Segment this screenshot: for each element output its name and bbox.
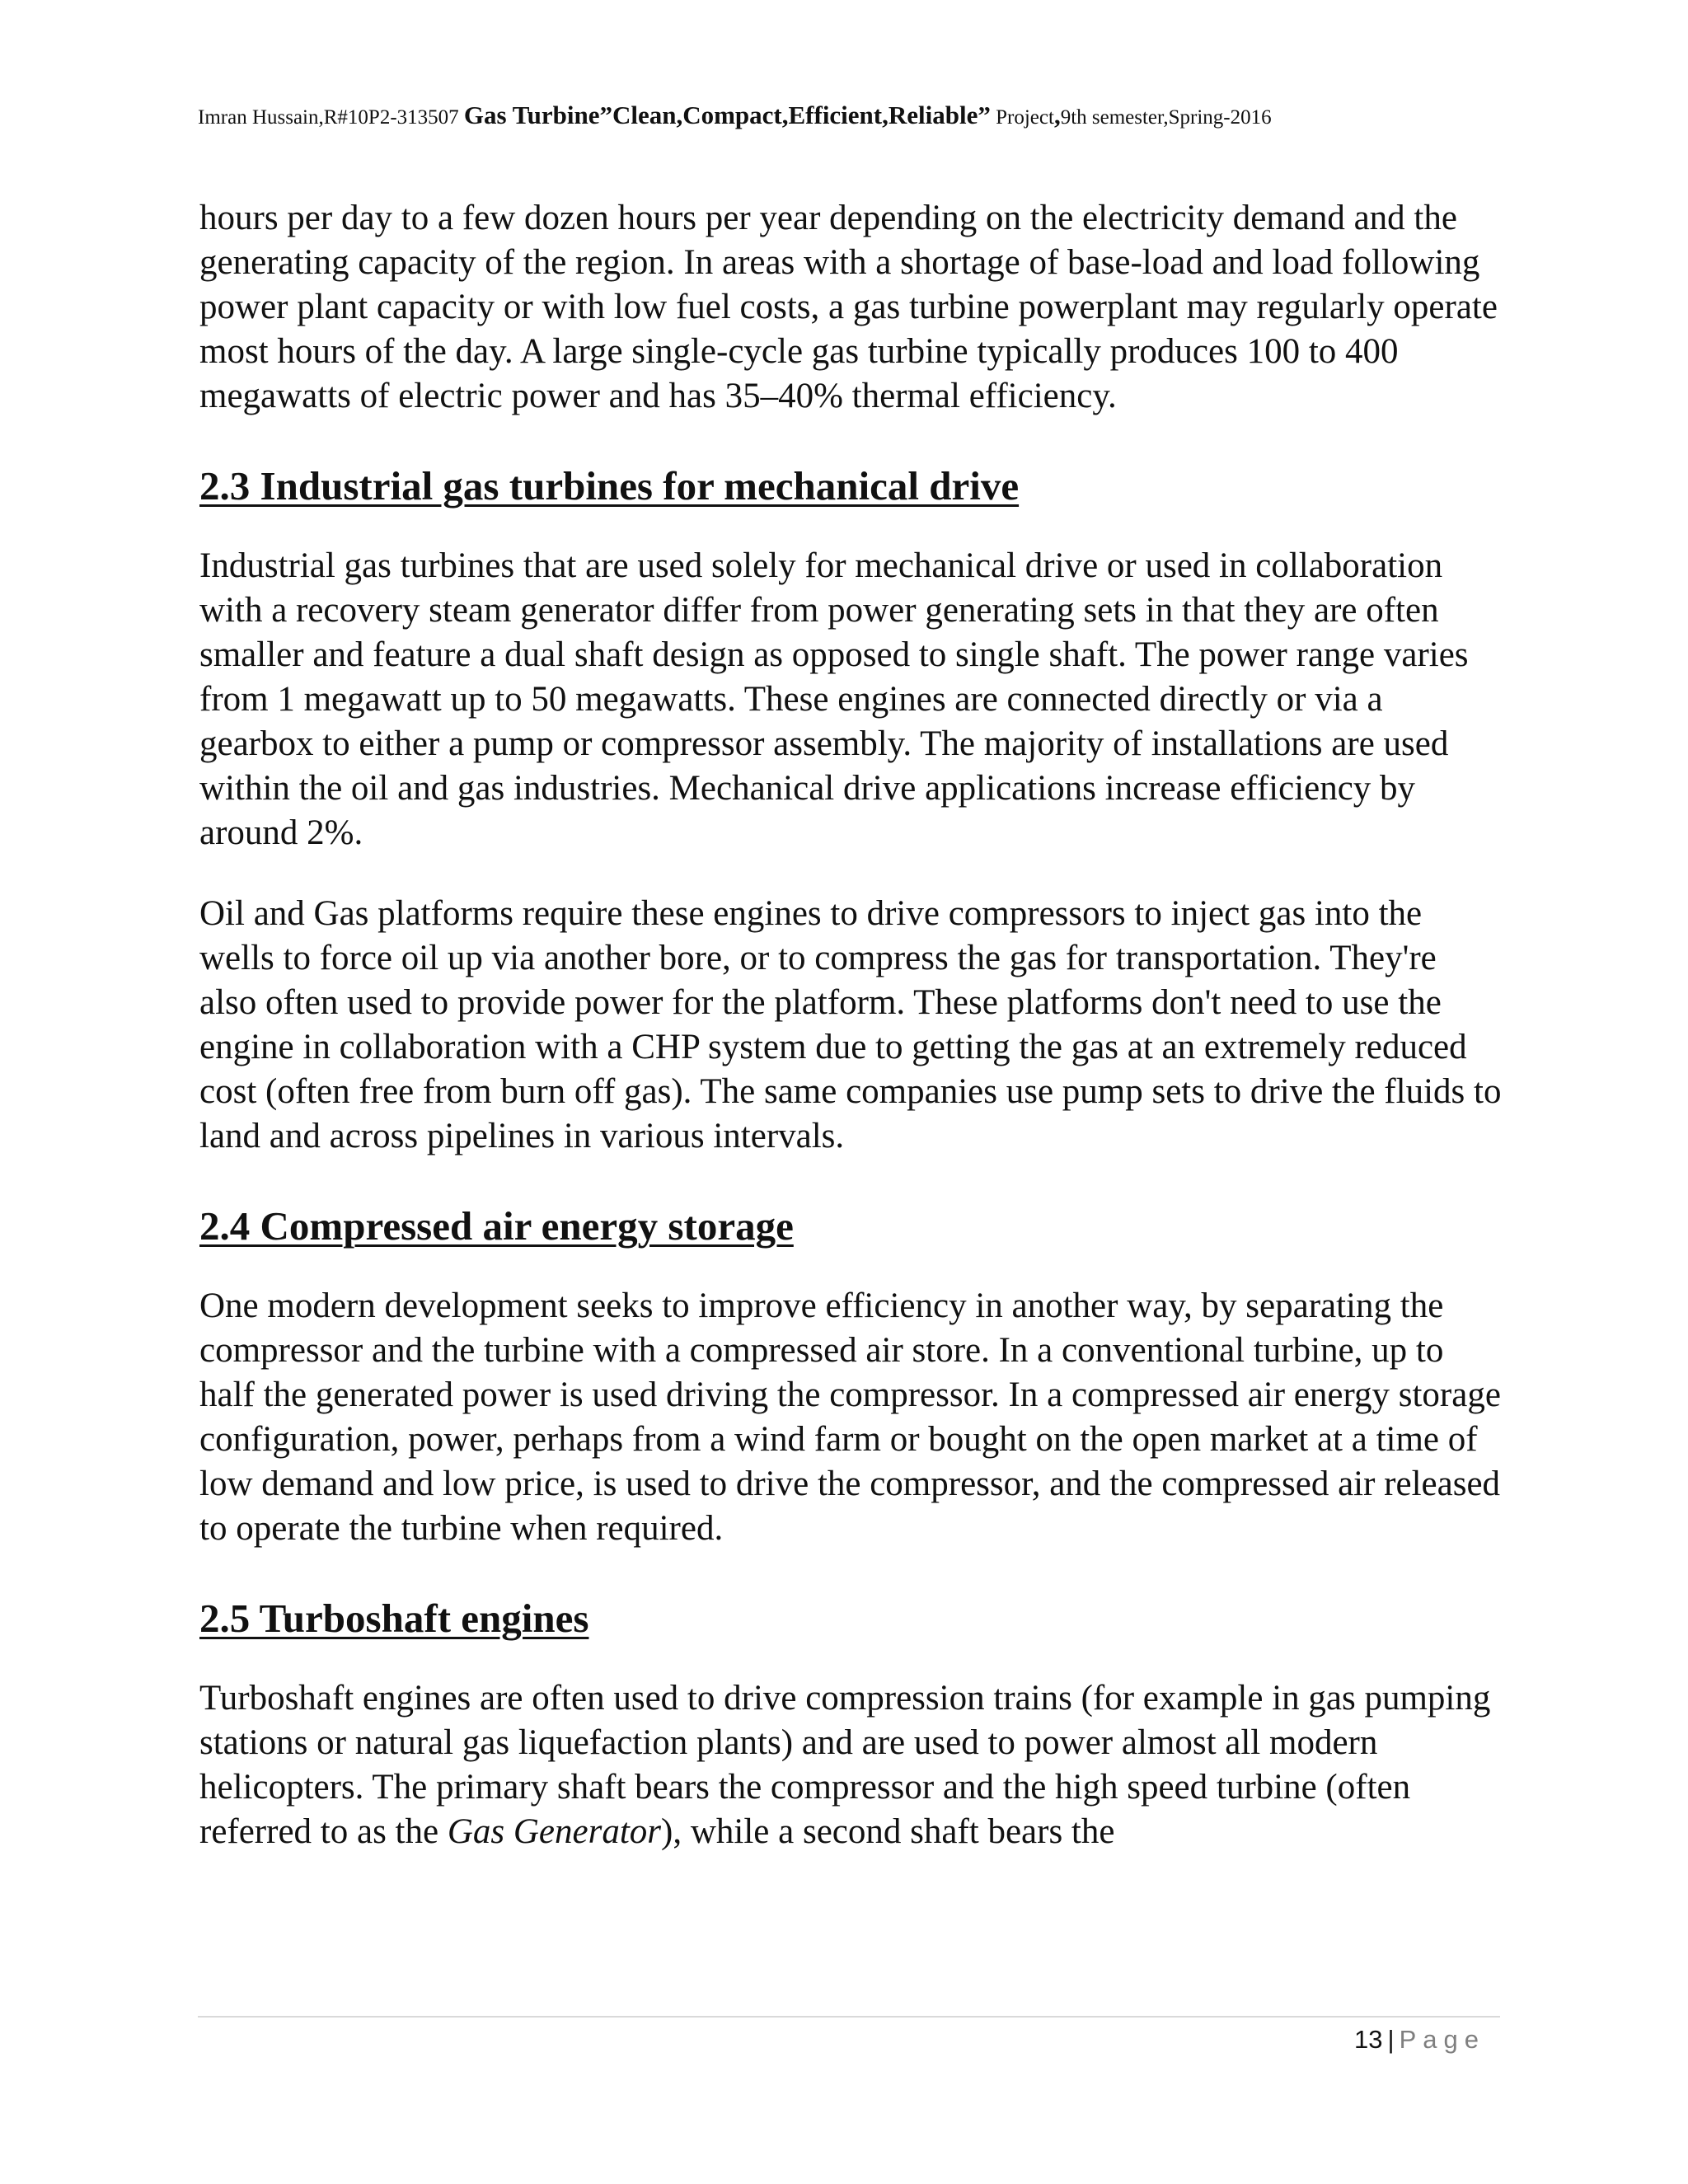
page-word: Page	[1399, 2025, 1485, 2054]
turboshaft-text-start: Turboshaft engines are often used to drive compression trains (for example in gas pumping stations or natural gas liquefaction plants) and are used to power almost all modern helicopters. The primary shaft bears the compressor and the high speed turbine (often referred to as the	[199, 1679, 1491, 1851]
paragraph-mechanical-drive: Industrial gas turbines that are used solely for mechanical drive or used in collaboration with a recovery steam generator differ from power generating sets in that they are often smaller and feature a dual shaft design as opposed to single shaft. The power range varies from 1 megawatt up to 50 megawatts. These engines are connected directly or via a gearbox to either a pump or compressor assembly. The majority of installations are used within the oil and gas industries. Mechanical drive applications increase efficiency by around 2%.	[199, 546, 1469, 852]
page-number: 13	[1354, 2025, 1383, 2054]
paragraph-oil-gas-platforms: Oil and Gas platforms require these engines to drive compressors to inject gas into the wells to force oil up via another bore, or to compress the gas for transportation. They're also often used to provide power for the platform. These platforms don't need to use the engine in collaboration with a CHP system due to getting the gas at an extremely reduced cost (often free from burn off gas). The same companies use pump sets to drive the fluids to land and across pipelines in various intervals.	[199, 894, 1502, 1155]
footer-divider	[198, 2016, 1500, 2018]
paragraph-turboshaft	[199, 1676, 1502, 1854]
footer-separator: |	[1387, 2025, 1395, 2054]
header-comma: ,	[1053, 101, 1061, 129]
header-semester: 9th semester,Spring-2016	[1060, 106, 1272, 129]
section-heading-2-5: 2.5 Turboshaft engines	[199, 1596, 589, 1641]
paragraph-continued: hours per day to a few dozen hours per year depending on the electricity demand and the generating capacity of the region. In areas with a shortage of base-load and load following power plant capacity or with low fuel costs, a gas turbine powerplant may regularly operate most hours of the day. A large single-cycle gas turbine typically produces 100 to 400 megawatts of electric power and has 35–40% thermal efficiency.	[199, 199, 1498, 415]
section-heading-2-4: 2.4 Compressed air energy storage	[199, 1203, 794, 1249]
running-header	[198, 101, 1517, 130]
paragraph-air-storage: One modern development seeks to improve efficiency in another way, by separating the compressor and the turbine with a compressed air store. In a conventional turbine, up to half the generated power is used driving the compressor. In a compressed air energy storage configuration, power, perhaps from a wind farm or bought on the open market at a time of low demand and low price, is used to drive the compressor, and the compressed air released to operate the turbine when required.	[199, 1286, 1501, 1548]
page-body	[199, 196, 1502, 1854]
turboshaft-text-end: ), while a second shaft bears the	[661, 1812, 1115, 1851]
header-title: Gas Turbine”Clean,Compact,Efficient,Reliable”	[463, 101, 991, 129]
header-author: Imran Hussain,R#10P2-313507	[198, 106, 459, 129]
header-project: Project	[996, 106, 1054, 129]
section-heading-2-3: 2.3 Industrial gas turbines for mechanical drive	[199, 463, 1020, 509]
turboshaft-italic-term: Gas Generator	[447, 1812, 662, 1851]
page-footer	[1354, 2025, 1485, 2055]
